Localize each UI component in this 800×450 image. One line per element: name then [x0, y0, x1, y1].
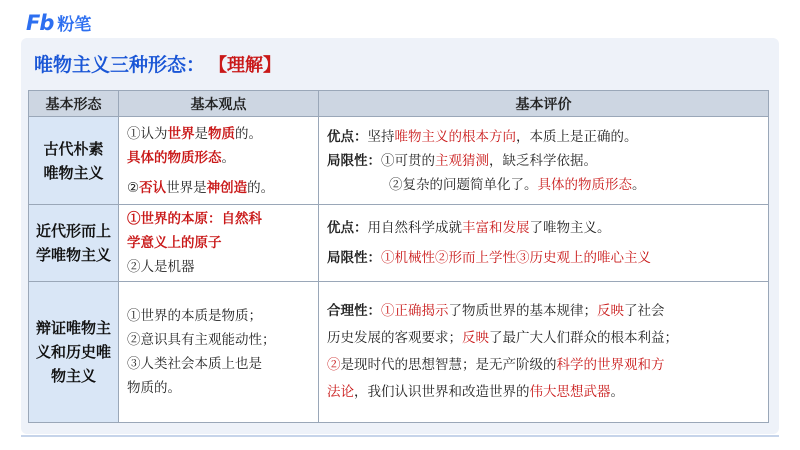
table-row: [29, 282, 769, 423]
table-header-row: [29, 91, 769, 117]
form-cell: 近代形而上 学唯物主义: [29, 205, 119, 282]
title-tag: 【理解】: [209, 55, 282, 76]
form-cell: 辩证唯物主 义和历史唯 物主义: [29, 282, 119, 423]
title-text: 唯物主义三种形态：: [34, 54, 206, 76]
materialism-table: [28, 90, 769, 423]
panel-underline: [21, 435, 779, 437]
evaluation-cell: 优点：用自然科学成就丰富和发展了唯物主义。 局限性：①机械性②形而上学性③历史观上的唯心主义: [319, 205, 769, 282]
logo: [26, 10, 91, 35]
view-cell: ①认为世界是物质的。 具体的物质形态。 ②否认世界是神创造的。: [119, 117, 319, 205]
column-header: 基本形态: [29, 91, 119, 117]
page-title: [34, 50, 281, 77]
table-row: [29, 117, 769, 205]
table-row: [29, 205, 769, 282]
view-cell: ①世界的本质是物质； ②意识具有主观能动性； ③人类社会本质上也是 物质的。: [119, 282, 319, 423]
logo-text: 粉笔: [57, 15, 92, 35]
evaluation-cell: 合理性：①正确揭示了物质世界的基本规律；反映了社会 历史发展的客观要求；反映了最广大人们群众的根本利益； ②是现时代的思想智慧；是无产阶级的科学的世界观和方 法论，我们认识世界和改造世界的伟大思想武器。: [319, 282, 769, 423]
column-header: 基本观点: [119, 91, 319, 117]
evaluation-cell: 优点：坚持唯物主义的根本方向，本质上是正确的。 局限性：①可贯的主观猜测，缺乏科学依据。 ②复杂的问题简单化了。具体的物质形态。: [319, 117, 769, 205]
logo-mark: Fb: [26, 10, 54, 35]
column-header: 基本评价: [319, 91, 769, 117]
form-cell: 古代朴素 唯物主义: [29, 117, 119, 205]
view-cell: ①世界的本原：自然科 学意义上的原子 ②人是机器: [119, 205, 319, 282]
